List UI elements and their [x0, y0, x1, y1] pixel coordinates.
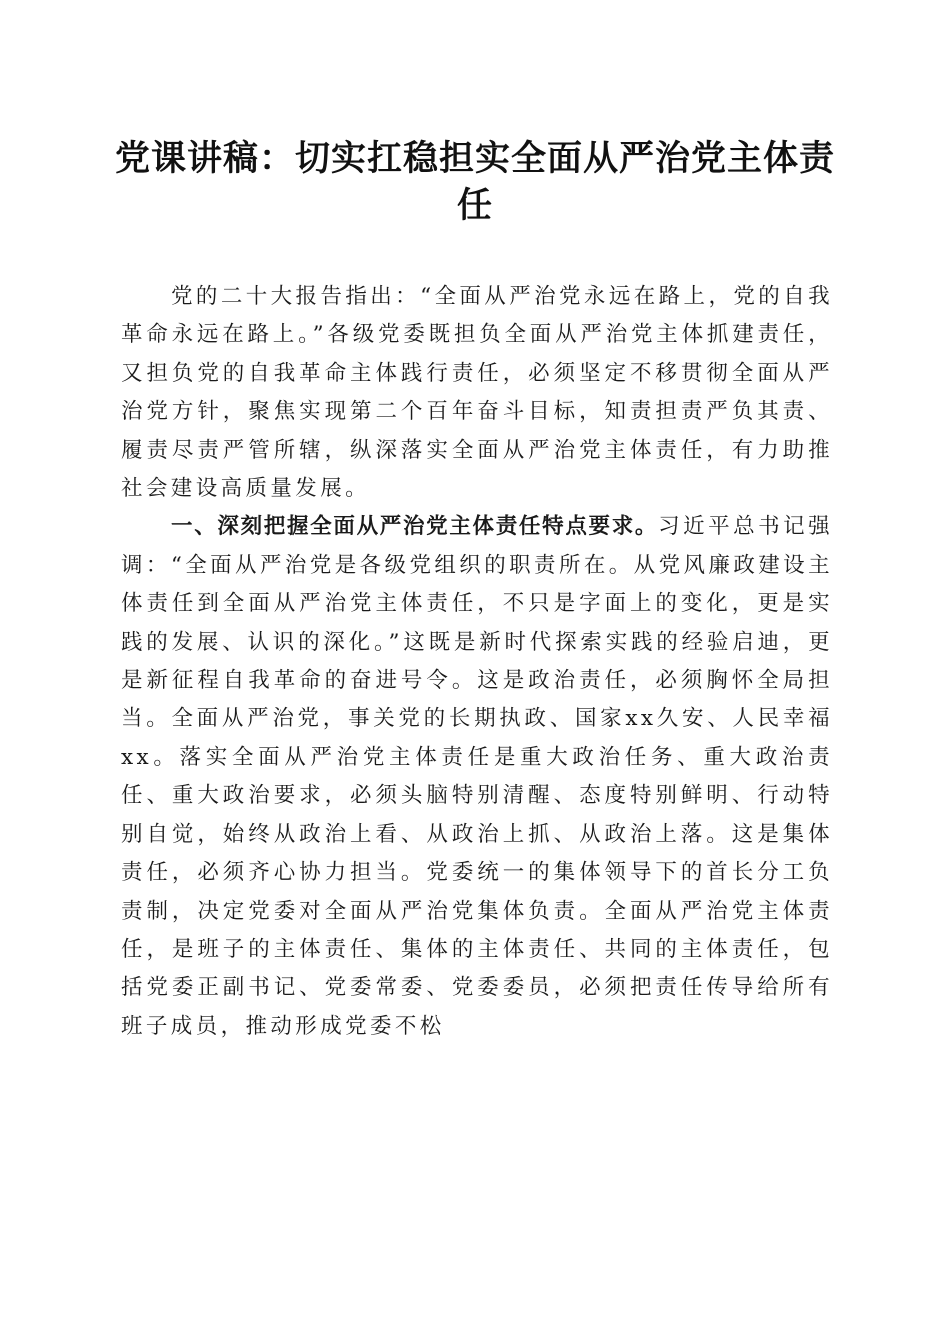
section-1-text: 习近平总书记强调：“全面从严治党是各级党组织的职责所在。从党风廉政建设主体责任到全面从严治党主体责任，不只是字面上的变化，更是实践的发展、认识的深化。”这既是新时代探索实践的经验启迪，更是新征程自我革命的奋进号令。这是政治责任，必须胸怀全局担当。全面从严治党，事关党的长期执政、国家xx久安、人民幸福xx。落实全面从严治党主体责任是重大政治任务、重大政治责任、重大政治要求，必须头脑特别清醒、态度特别鲜明、行动特别自觉，始终从政治上看、从政治上抓、从政治上落。这是集体责任，必须齐心协力担当。党委统一的集体领导下的首长分工负责制，决定党委对全面从严治党集体负责。全面从严治党主体责任，是班子的主体责任、集体的主体责任、共同的主体责任，包括党委正副书记、党委常委、党委委员，必须把责任传导给所有班子成员，推动形成党委不松: [121, 514, 833, 1039]
document-title: 党课讲稿：切实扛稳担实全面从严治党主体责任: [114, 138, 835, 226]
paragraph-section-1: [121, 508, 833, 1046]
paragraph-intro-text: 党的二十大报告指出：“全面从严治党永远在路上，党的自我革命永远在路上。”各级党委既担负全面从严治党主体抓建责任，又担负党的自我革命主体践行责任，必须坚定不移贯彻全面从严治党方针，聚焦实现第二个百年奋斗目标，知责担责严负其责、履责尽责严管所辖，纵深落实全面从严治党主体责任，有力助推社会建设高质量发展。: [121, 284, 833, 502]
paragraph-intro: [121, 278, 833, 508]
document-body: [121, 278, 833, 1046]
section-1-heading: 一、深刻把握全面从严治党主体责任特点要求。: [171, 514, 659, 540]
